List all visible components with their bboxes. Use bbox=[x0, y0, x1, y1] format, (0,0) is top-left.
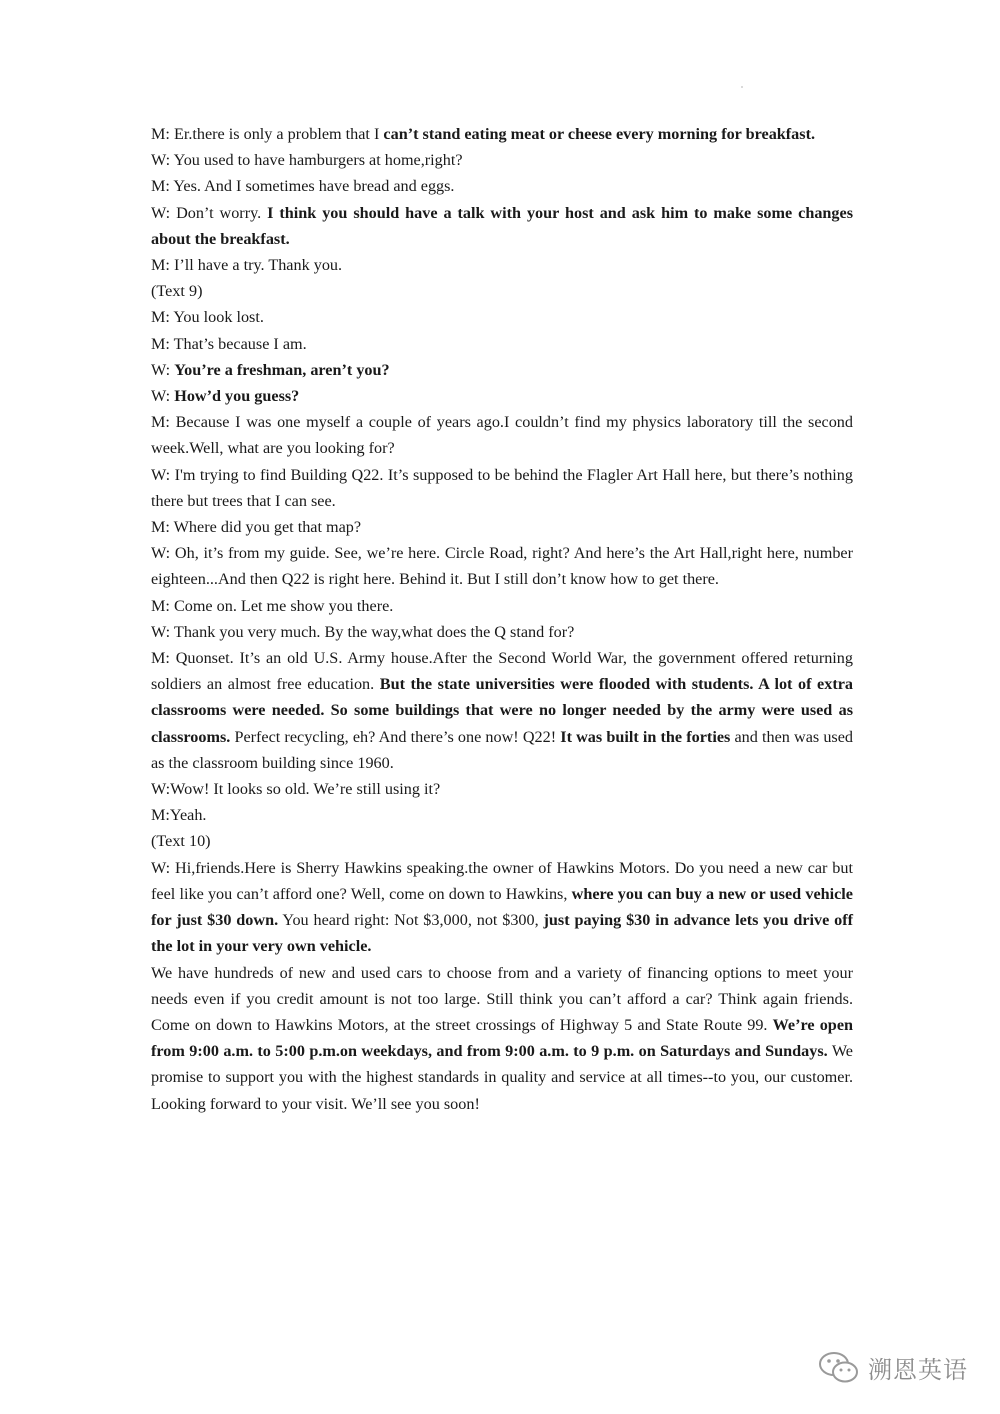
dialogue-line bbox=[151, 776, 853, 802]
dialogue-text: W: bbox=[151, 360, 175, 379]
dialogue-line bbox=[151, 357, 853, 383]
bold-answer-text: We’re open from 9:00 a.m. to 5:00 p.m.on weekdays, and from 9:00 a.m. to 9 p.m. on Saturdays and Sundays. bbox=[151, 1015, 854, 1061]
dialogue-line bbox=[151, 540, 853, 592]
dialogue-text: We have hundreds of new and used cars to choose from and a variety of financing options to meet your needs even if you credit amount is not too large. Still think you can’t afford a car? Think again friends. Come on down to Hawkins Motors, at the street crossings of Highway 5 and State Route 99. bbox=[151, 963, 853, 1034]
dialogue-text: W: You used to have hamburgers at home,right? bbox=[151, 151, 463, 170]
dialogue-line bbox=[151, 828, 853, 854]
dialogue-text: (Text 9) bbox=[151, 282, 203, 301]
dialogue-line bbox=[151, 593, 853, 619]
dialogue-line bbox=[151, 147, 853, 173]
dialogue-text: W: Don’t worry. bbox=[151, 203, 268, 222]
dialogue-text: M: That’s because I am. bbox=[151, 334, 307, 353]
watermark-text: 溯恩英语 bbox=[868, 1356, 968, 1384]
dialogue-line bbox=[151, 409, 853, 461]
dialogue-line bbox=[151, 514, 853, 540]
dialogue-line bbox=[151, 278, 853, 304]
bold-answer-text: can’t stand eating meat or cheese every morning for breakfast. bbox=[383, 125, 816, 143]
dialogue-line bbox=[151, 173, 853, 199]
dialogue-text: We promise to support you with the highest standards in quality and service at all times--to you, our customer. Looking forward to your visit. We’ll see you soon! bbox=[151, 1042, 853, 1113]
dialogue-text: and then was used as the classroom building since 1960. bbox=[151, 727, 854, 772]
dialogue-line bbox=[151, 855, 853, 960]
wechat-icon bbox=[818, 1351, 860, 1385]
dialogue-line bbox=[151, 200, 853, 252]
dialogue-text: W: Oh, it’s from my guide. See, we’re here. Circle Road, right? And here’s the Art Hall,right here, number eighteen...And then Q22 is right here. Behind it. But I still don’t know how to get there. bbox=[151, 544, 853, 589]
dialogue-line bbox=[151, 304, 853, 330]
dialogue-text: M: I’ll have a try. Thank you. bbox=[151, 256, 343, 275]
dialogue-text: W: Hi,friends.Here is Sherry Hawkins speaking.the owner of Hawkins Motors. Do you need a new car but feel like you can’t afford one? Well, come on down to Hawkins, bbox=[151, 858, 853, 903]
dialogue-line bbox=[151, 383, 853, 409]
watermark bbox=[818, 1350, 968, 1385]
scan-speck bbox=[741, 86, 743, 88]
bold-answer-text: I think you should have a talk with your host and ask him to make some changes about the breakfast. bbox=[151, 203, 853, 248]
dialogue-line bbox=[151, 462, 853, 514]
bold-answer-text: where you can buy a new or used vehicle for just $30 down. bbox=[151, 884, 853, 930]
transcript-page bbox=[151, 121, 853, 1117]
dialogue-text: M:Yeah. bbox=[151, 806, 207, 825]
dialogue-line bbox=[151, 121, 853, 147]
dialogue-text: M: Er.there is only a problem that I bbox=[151, 125, 384, 143]
dialogue-text: M: Yes. And I sometimes have bread and eggs. bbox=[151, 177, 455, 196]
dialogue-text: Perfect recycling, eh? And there’s one now! Q22! bbox=[230, 727, 561, 746]
dialogue-text: M: Quonset. It’s an old U.S. Army house.After the Second World War, the government offered returning soldiers an almost free education. bbox=[151, 649, 853, 694]
bold-answer-text: You’re a freshman, aren’t you? bbox=[174, 360, 390, 379]
dialogue-line bbox=[151, 802, 853, 828]
bold-answer-text: How’d you guess? bbox=[174, 387, 300, 406]
dialogue-line bbox=[151, 960, 853, 1117]
bold-answer-text: just paying $30 in advance lets you drive off the lot in your very own vehicle. bbox=[151, 911, 854, 956]
dialogue-text: W:Wow! It looks so old. We’re still using it? bbox=[151, 780, 441, 799]
bold-answer-text: But the state universities were flooded with students. A lot of extra classrooms were needed. So some buildings that were no longer needed by the army were used as classrooms. bbox=[151, 675, 854, 746]
dialogue-text: You heard right: Not $3,000, not $300, bbox=[278, 911, 544, 930]
dialogue-line bbox=[151, 619, 853, 645]
dialogue-text: (Text 10) bbox=[151, 832, 211, 851]
bold-answer-text: It was built in the forties bbox=[560, 727, 731, 746]
dialogue-text: W: bbox=[151, 387, 175, 406]
dialogue-line bbox=[151, 645, 853, 776]
dialogue-text: M: You look lost. bbox=[151, 308, 264, 327]
dialogue-text: M: Come on. Let me show you there. bbox=[151, 596, 394, 615]
dialogue-text: W: Thank you very much. By the way,what does the Q stand for? bbox=[151, 622, 575, 641]
dialogue-text: W: I'm trying to find Building Q22. It’s supposed to be behind the Flagler Art Hall here, but there’s nothing there but trees that I can see. bbox=[151, 465, 853, 510]
dialogue-line bbox=[151, 331, 853, 357]
dialogue-text: M: Because I was one myself a couple of years ago.I couldn’t find my physics laboratory till the second week.Well, what are you looking for? bbox=[151, 413, 853, 458]
dialogue-line bbox=[151, 252, 853, 278]
dialogue-text: M: Where did you get that map? bbox=[151, 518, 362, 537]
